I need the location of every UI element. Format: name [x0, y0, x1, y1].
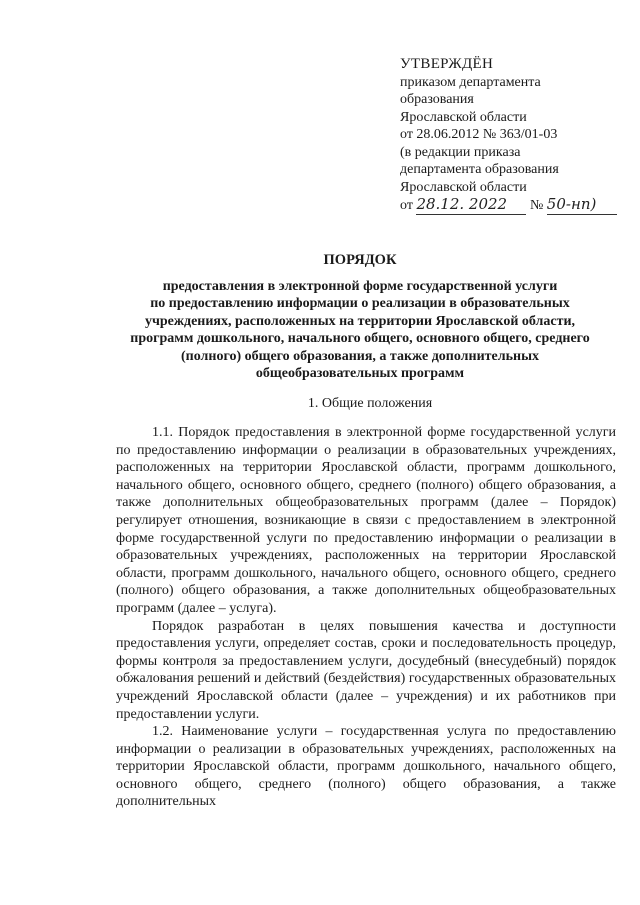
title-line: по предоставлению информации о реализации в образовательных	[150, 296, 570, 311]
title-line: учреждениях, расположенных на территории Ярославской области,	[144, 313, 576, 329]
paragraph: 1.1. Порядок предоставления в электронной форме государственной услуги по предоставлению информации о реализации в образовательных учреждениях, расположенных на территории Ярославской области, программ дошкольного, начального общего, основного общего, среднего (полного) общего образования, а также дополнительных общеобразовательных программ (далее – Порядок) регулирует отношения, возникающие в связи с предоставлением в электронной форме государственной услуги по предоставлению информации о реализации в образовательных учреждениях, расположенных на территории Ярославской области, программ дошкольного, начального общего, основного общего, среднего (полного) общего образования, а также дополнительных общеобразовательных программ (далее – услуга).	[116, 425, 616, 616]
approval-line: приказом департамента	[400, 74, 541, 90]
sign-prefix: от	[400, 198, 413, 213]
title-line: общеобразовательных программ	[255, 366, 465, 381]
approval-line: от 28.06.2012 № 363/01-03	[400, 127, 558, 142]
title-line: предоставления в электронной форме государственной услуги	[162, 278, 558, 294]
document-body	[116, 424, 616, 811]
approval-line: департамента образования	[400, 162, 559, 177]
section-heading: 1. Общие положения	[307, 396, 433, 411]
approval-line: Ярославской области	[400, 179, 527, 195]
approval-line: Ярославской области	[400, 109, 527, 125]
paragraph: Порядок разработан в целях повышения качества и доступности предоставления услуги, определяет состав, сроки и последовательность процедур, формы контроля за предоставлением услуги, досудебный (внесудебный) порядок обжалования решений и действий (бездействия) государственных образовательных учреждений Ярославской области (далее – учреждения) и их работников при предоставлении услуги.	[116, 618, 616, 722]
sign-number-label: №	[529, 198, 544, 213]
document-title	[100, 252, 620, 383]
approval-line: (в редакции приказа	[400, 144, 521, 160]
title-line: программ дошкольного, начального общего, основного общего, среднего	[130, 331, 590, 346]
paragraph: 1.2. Наименование услуги – государственная услуга по предоставлению информации о реализации в образовательных учреждениях, расположенных на территории Ярославской области, программ дошкольного, начального общего, основного общего, среднего (полного) общего образования, а также дополнительных	[116, 724, 616, 810]
title-line: (полного) общего образования, а также дополнительных	[180, 348, 540, 364]
approval-heading: УТВЕРЖДЁН	[400, 56, 494, 72]
approval-signature-line	[400, 196, 630, 215]
handwritten-number: 50-нп)	[547, 196, 617, 215]
title-main: ПОРЯДОК	[323, 252, 397, 268]
handwritten-date: 28.12. 2022	[416, 196, 526, 215]
approval-stamp	[400, 56, 630, 215]
approval-line: образования	[400, 92, 474, 107]
